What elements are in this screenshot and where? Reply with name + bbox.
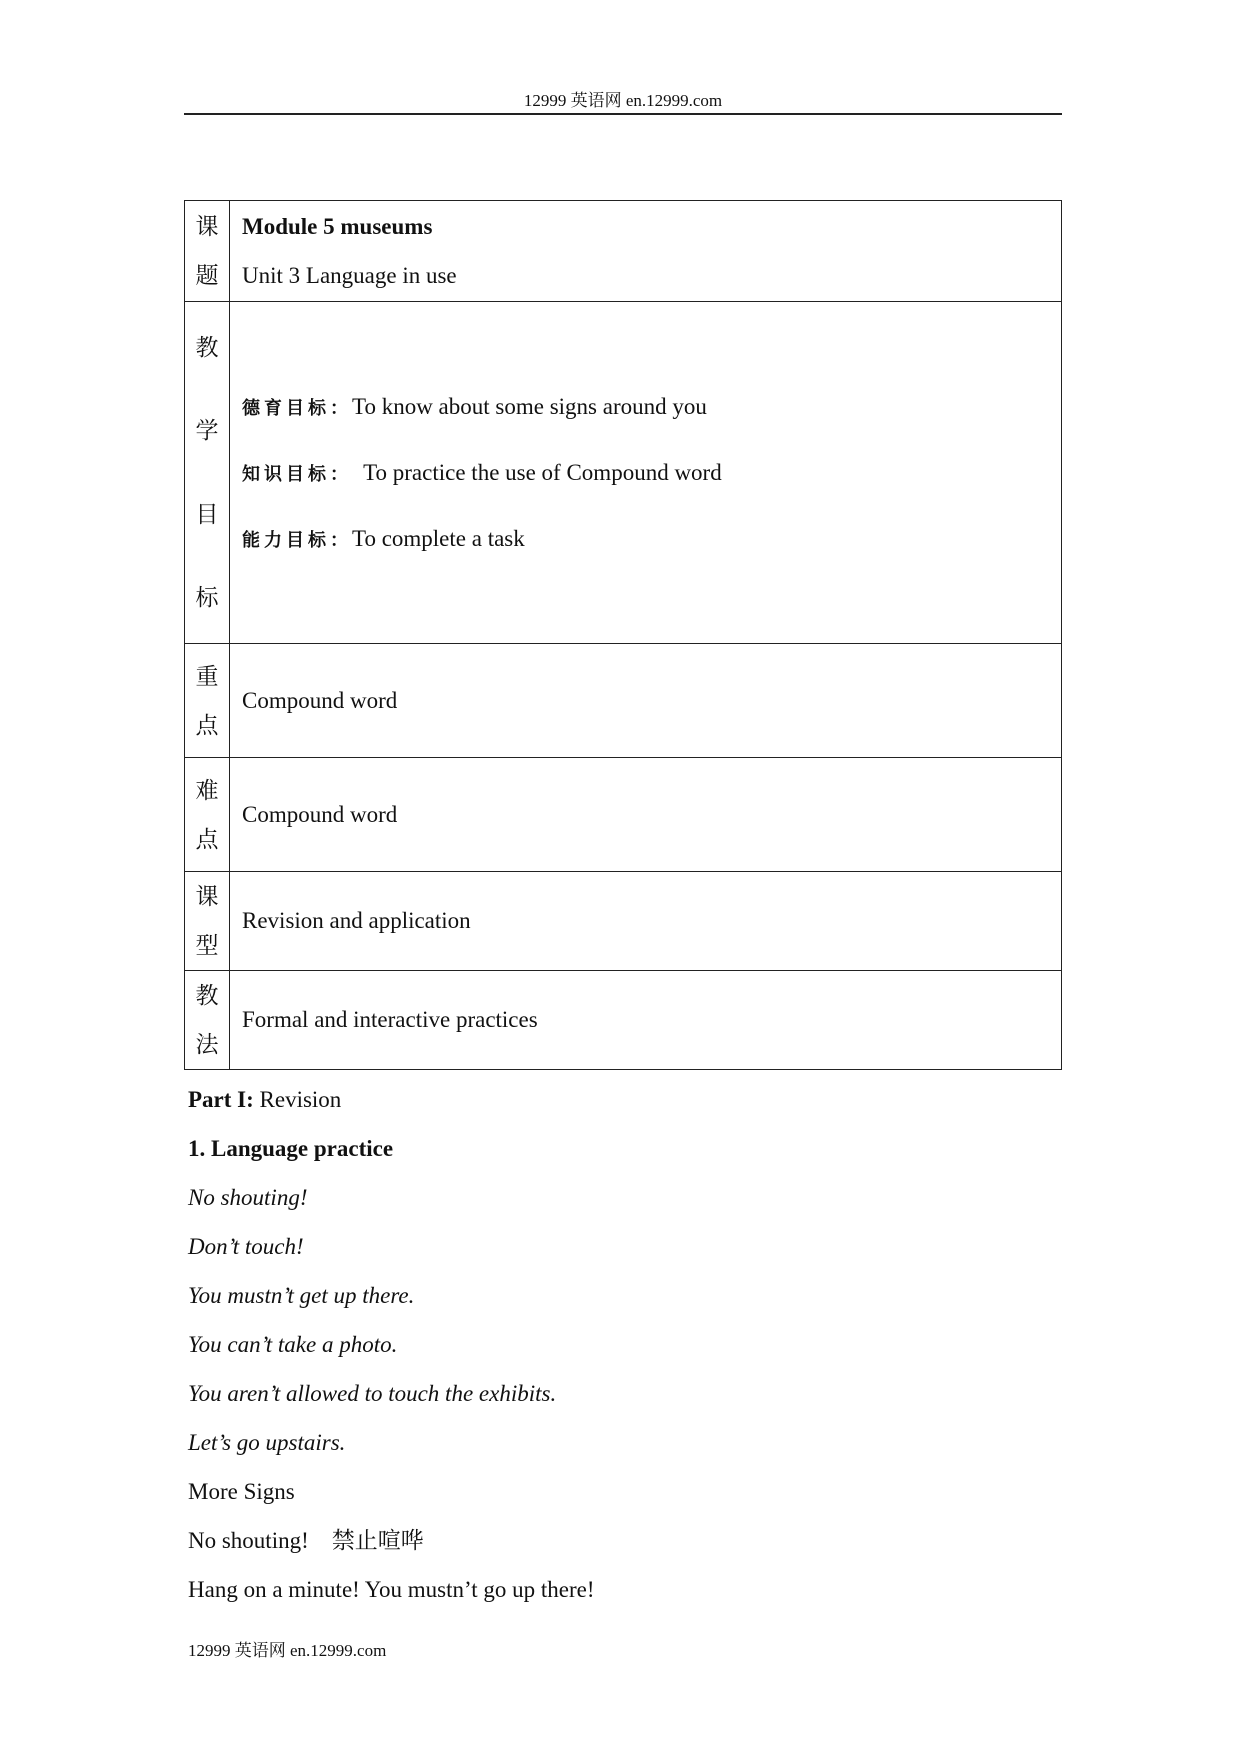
goal-ability (242, 506, 1060, 572)
table-row-difficulty (185, 758, 1062, 872)
part-heading-label: Part I: (188, 1087, 254, 1112)
goal-label: 德育目标： (242, 397, 352, 419)
goals-cell (230, 302, 1062, 644)
page-footer: 12999 英语网 en.12999.com (188, 1641, 387, 1660)
more-signs-heading: More Signs (188, 1479, 295, 1504)
table-row-title (185, 201, 1062, 302)
goal-text: To know about some signs around you (352, 393, 707, 419)
label-cell-goals (185, 302, 230, 644)
lesson-plan-table (184, 200, 1062, 1070)
page-header: 12999 英语网 en.12999.com (523, 91, 723, 110)
label-cell-title (185, 201, 230, 302)
module-title: Module 5 museums (242, 214, 433, 239)
table-row-lesson-type (185, 872, 1062, 971)
title-cell (230, 201, 1062, 302)
label-char: 法 (195, 1032, 219, 1057)
lesson-body (188, 1083, 1048, 1622)
table-row-method (185, 971, 1062, 1070)
goal-label: 知识目标： (242, 463, 352, 485)
practice-sentence: Let’s go upstairs. (188, 1430, 346, 1455)
practice-sentence: Don’t touch! (188, 1234, 304, 1259)
goal-text: To practice the use of Compound word (352, 459, 722, 485)
label-char: 型 (195, 933, 219, 958)
goal-label: 能力目标： (242, 529, 352, 551)
label-cell-key (185, 644, 230, 758)
section-heading: 1. Language practice (188, 1136, 394, 1161)
label-char: 教 (195, 334, 219, 360)
table-row-goals (185, 302, 1062, 644)
label-char: 课 (195, 884, 219, 909)
label-char: 题 (195, 263, 219, 288)
sign-line: No shouting! 禁止喧哗 (188, 1528, 424, 1553)
table-row-key-point (185, 644, 1062, 758)
lesson-type-cell: Revision and application (230, 872, 1062, 971)
label-char: 目 (195, 501, 219, 527)
label-char: 难 (195, 777, 219, 803)
label-char: 教 (195, 983, 219, 1008)
label-char: 学 (195, 418, 219, 444)
goal-knowledge (242, 440, 1060, 506)
practice-sentence: You can’t take a photo. (188, 1332, 398, 1357)
part-heading-title: Revision (253, 1087, 342, 1112)
label-char: 标 (195, 585, 219, 611)
difficulty-cell: Compound word (230, 758, 1062, 872)
part-heading (188, 1083, 1048, 1132)
label-char: 点 (195, 826, 219, 852)
label-cell-difficulty (185, 758, 230, 872)
label-char: 点 (195, 712, 219, 738)
practice-sentence: You aren’t allowed to touch the exhibits. (188, 1381, 557, 1406)
label-cell-type (185, 872, 230, 971)
sign-line: Hang on a minute! You mustn’t go up there! (188, 1577, 595, 1602)
method-cell: Formal and interactive practices (230, 971, 1062, 1070)
practice-sentence: No shouting! (188, 1185, 308, 1210)
unit-title: Unit 3 Language in use (242, 263, 457, 288)
header-divider (184, 113, 1062, 115)
practice-sentence: You mustn’t get up there. (188, 1283, 415, 1308)
goal-text: To complete a task (352, 525, 525, 551)
goal-moral (242, 374, 1060, 440)
key-point-cell: Compound word (230, 644, 1062, 758)
label-cell-method (185, 971, 230, 1070)
label-char: 课 (195, 214, 219, 239)
label-char: 重 (195, 663, 219, 689)
